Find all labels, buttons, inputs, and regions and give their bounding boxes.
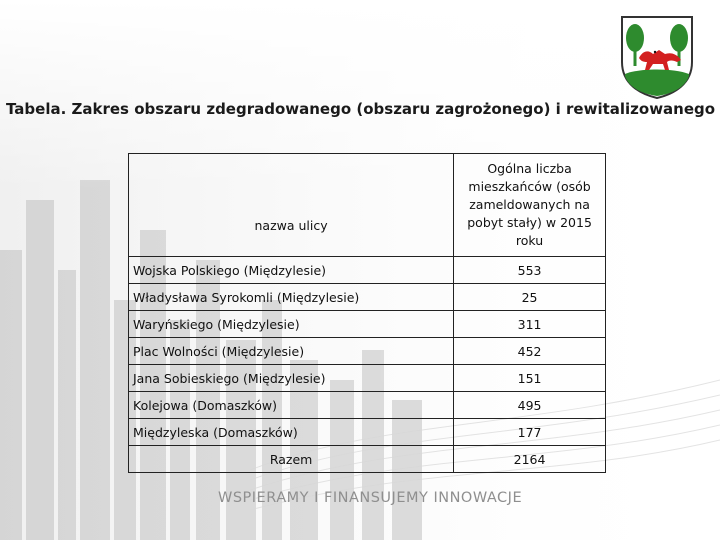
footer-slogan: WSPIERAMY I FINANSUJEMY INNOWACJE bbox=[218, 490, 523, 506]
table-row bbox=[129, 257, 606, 284]
population-cell: 311 bbox=[454, 311, 606, 338]
table-row bbox=[129, 284, 606, 311]
population-cell: 151 bbox=[454, 365, 606, 392]
population-cell: 177 bbox=[454, 419, 606, 446]
street-cell: Władysława Syrokomli (Międzylesie) bbox=[129, 284, 454, 311]
coat-of-arms-logo bbox=[619, 14, 695, 100]
street-cell: Kolejowa (Domaszków) bbox=[129, 392, 454, 419]
population-cell: 495 bbox=[454, 392, 606, 419]
table-row bbox=[129, 338, 606, 365]
column-header-street: nazwa ulicy bbox=[129, 154, 454, 257]
total-label-cell: Razem bbox=[129, 446, 454, 473]
table-row bbox=[129, 392, 606, 419]
street-cell: Wojska Polskiego (Międzylesie) bbox=[129, 257, 454, 284]
column-header-population: Ogólna liczba mieszkańców (osób zameldowanych na pobyt stały) w 2015 roku bbox=[454, 154, 606, 257]
total-population-cell: 2164 bbox=[454, 446, 606, 473]
table-row bbox=[129, 311, 606, 338]
street-cell: Międzyleska (Domaszków) bbox=[129, 419, 454, 446]
population-cell: 553 bbox=[454, 257, 606, 284]
street-cell: Waryńskiego (Międzylesie) bbox=[129, 311, 454, 338]
population-cell: 25 bbox=[454, 284, 606, 311]
table-row bbox=[129, 365, 606, 392]
table-header-row bbox=[129, 154, 606, 257]
street-cell: Jana Sobieskiego (Międzylesie) bbox=[129, 365, 454, 392]
street-cell: Plac Wolności (Międzylesie) bbox=[129, 338, 454, 365]
population-cell: 452 bbox=[454, 338, 606, 365]
table-row bbox=[129, 419, 606, 446]
slide-title: Tabela. Zakres obszaru zdegradowanego (obszaru zagrożonego) i rewitalizowanego bbox=[6, 100, 716, 118]
table-total-row bbox=[129, 446, 606, 473]
data-table bbox=[128, 153, 606, 473]
